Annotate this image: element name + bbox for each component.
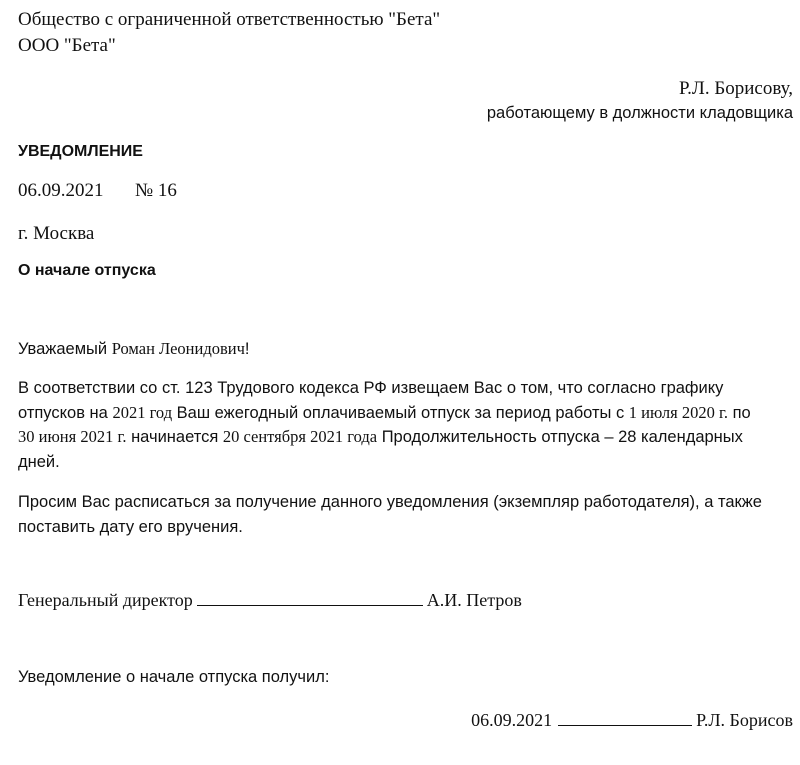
text-segment: начинается <box>126 428 223 446</box>
paragraph-line: дней. <box>18 452 60 471</box>
greeting <box>18 339 250 359</box>
paragraph-line <box>18 425 751 450</box>
receipt-signature-row <box>471 710 793 731</box>
receipt-name: Р.Л. Борисов <box>696 710 793 730</box>
document-type: УВЕДОМЛЕНИЕ <box>18 143 143 160</box>
vacation-start-date: 20 сентября 2021 года <box>222 427 378 446</box>
document-subject: О начале отпуска <box>18 262 156 279</box>
text-segment: отпусков на <box>18 403 113 422</box>
paragraph-line: Просим Вас расписаться за получение данного уведомления (экземпляр работодателя), а также <box>18 493 762 511</box>
receipt-date: 06.09.2021 <box>471 710 553 730</box>
paragraph-line: поставить дату его вручения. <box>18 517 243 536</box>
greeting-prefix: Уважаемый <box>18 340 112 358</box>
text-segment: Ваш ежегодный оплачиваемый отпуск за период работы с <box>172 403 629 422</box>
document-date: 06.09.2021 <box>18 180 104 201</box>
document-number: № 16 <box>135 180 177 201</box>
schedule-year: 2021 год <box>112 402 173 422</box>
organization-short-name: ООО "Бета" <box>18 35 116 56</box>
paragraph-line: В соответствии со ст. 123 Трудового кодекса РФ извещаем Вас о том, что согласно графику <box>18 379 724 397</box>
receipt-label: Уведомление о начале отпуска получил: <box>18 668 330 686</box>
recipient-name: Р.Л. Борисову, <box>678 78 793 99</box>
receipt-signature-line <box>558 711 692 726</box>
body-paragraph-2 <box>18 490 762 539</box>
period-start-date: 1 июля 2020 г. <box>628 402 729 422</box>
text-segment: Продолжительность отпуска – 28 календарных <box>377 428 743 446</box>
signer-position: Генеральный директор <box>18 590 193 610</box>
greeting-suffix: ! <box>244 340 250 358</box>
signature-line <box>197 591 423 606</box>
document-city: г. Москва <box>18 223 95 244</box>
director-signature-row <box>18 590 522 611</box>
organization-full-name: Общество с ограниченной ответственностью "Бета" <box>18 9 441 30</box>
addressee-name: Роман Леонидович <box>111 339 245 358</box>
period-end-date: 30 июня 2021 г. <box>18 427 127 446</box>
body-paragraph-1 <box>18 376 751 474</box>
recipient-position: работающему в должности кладовщика <box>486 104 793 122</box>
paragraph-line <box>18 401 751 426</box>
text-segment: по <box>728 403 751 422</box>
signer-name: А.И. Петров <box>426 590 522 610</box>
